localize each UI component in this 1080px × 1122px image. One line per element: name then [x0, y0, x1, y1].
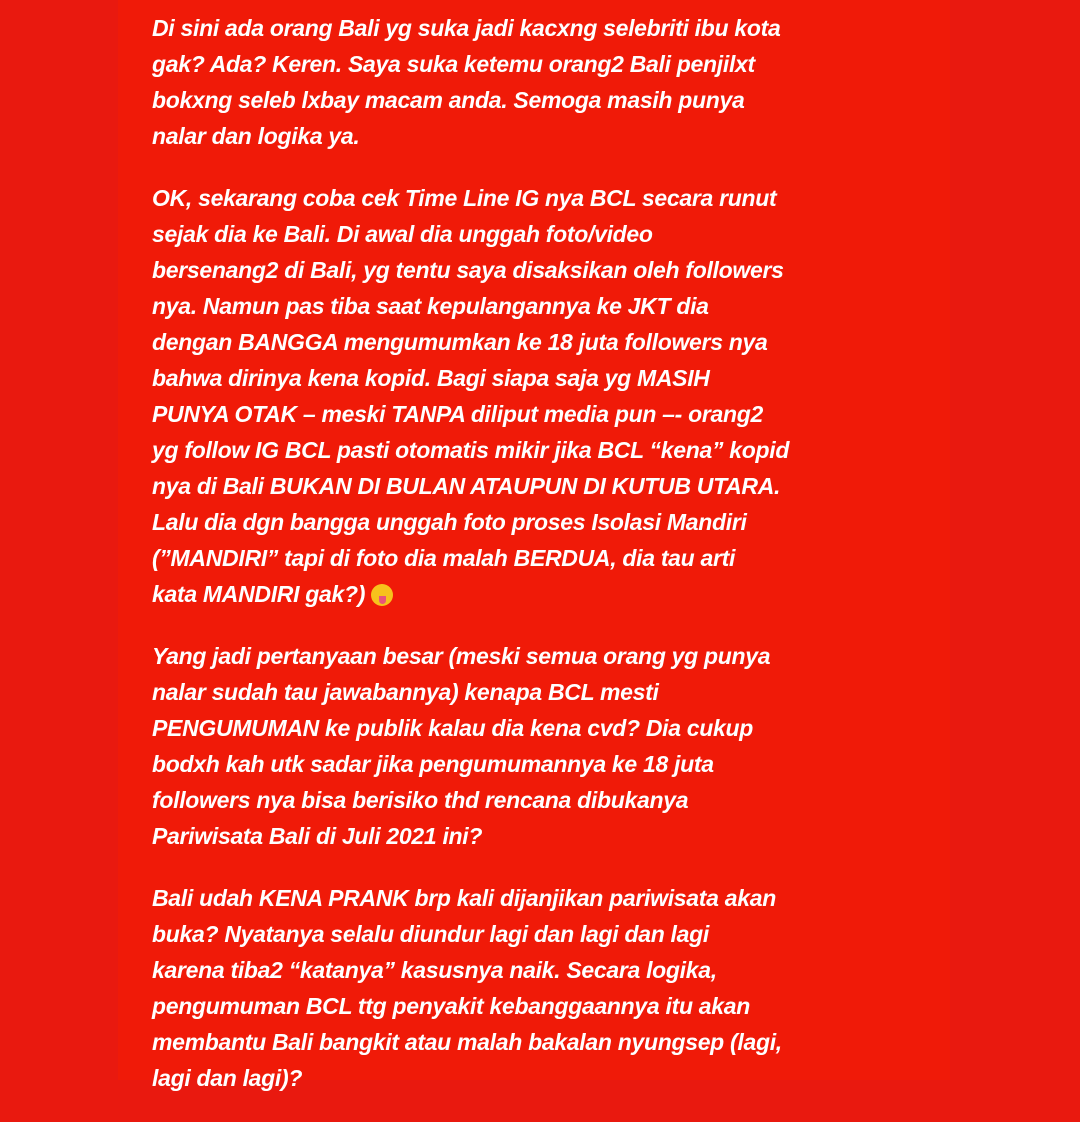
- text-line-content: Di sini ada orang Bali yg suka jadi kacxng selebriti ibu kota: [152, 15, 781, 41]
- text-line-content: Yang jadi pertanyaan besar (meski semua orang yg punya: [152, 643, 771, 669]
- text-line-content: PENGUMUMAN ke publik kalau dia kena cvd? Dia cukup: [152, 715, 754, 741]
- text-line-content: nalar dan logika ya.: [152, 123, 360, 149]
- text-line: [152, 880, 952, 916]
- text-line-content: pengumuman BCL ttg penyakit kebanggaannya itu akan: [152, 993, 751, 1019]
- paragraph: [152, 180, 952, 612]
- tongue-face-emoji-icon: [371, 584, 393, 606]
- text-line: [152, 288, 952, 324]
- text-line: [152, 540, 952, 576]
- text-line-content: followers nya bisa berisiko thd rencana dibukanya: [152, 787, 689, 813]
- post-text: [152, 10, 952, 1122]
- text-line-content: nya. Namun pas tiba saat kepulangannya ke JKT dia: [152, 293, 709, 319]
- text-line-content: karena tiba2 “katanya” kasusnya naik. Secara logika,: [152, 957, 717, 983]
- text-line: [152, 324, 952, 360]
- paragraph: [152, 880, 952, 1096]
- text-line: [152, 252, 952, 288]
- text-line: [152, 118, 952, 154]
- text-line-content: buka? Nyatanya selalu diundur lagi dan lagi dan lagi: [152, 921, 709, 947]
- text-line: [152, 952, 952, 988]
- text-line: [152, 360, 952, 396]
- text-line-content: sejak dia ke Bali. Di awal dia unggah foto/video: [152, 221, 653, 247]
- text-line: [152, 674, 952, 710]
- text-line-content: gak? Ada? Keren. Saya suka ketemu orang2 Bali penjilxt: [152, 51, 755, 77]
- text-line: [152, 504, 952, 540]
- text-line: [152, 576, 952, 612]
- text-line: [152, 46, 952, 82]
- text-line-content: PUNYA OTAK – meski TANPA diliput media pun –- orang2: [152, 401, 764, 427]
- text-line: [152, 180, 952, 216]
- text-line-content: bodxh kah utk sadar jika pengumumannya ke 18 juta: [152, 751, 714, 777]
- text-line-content: Bali udah KENA PRANK brp kali dijanjikan pariwisata akan: [152, 885, 776, 911]
- text-line-content: membantu Bali bangkit atau malah bakalan nyungsep (lagi,: [152, 1029, 782, 1055]
- text-line: [152, 638, 952, 674]
- text-line-content: Lalu dia dgn bangga unggah foto proses Isolasi Mandiri: [152, 509, 747, 535]
- text-line-content: dengan BANGGA mengumumkan ke 18 juta followers nya: [152, 329, 768, 355]
- text-line-content: OK, sekarang coba cek Time Line IG nya BCL secara runut: [152, 185, 777, 211]
- text-line: [152, 10, 952, 46]
- text-line: [152, 916, 952, 952]
- text-line: [152, 432, 952, 468]
- text-line: [152, 782, 952, 818]
- paragraph: [152, 638, 952, 854]
- text-line: [152, 1060, 952, 1096]
- text-line-content: bahwa dirinya kena kopid. Bagi siapa saja yg MASIH: [152, 365, 710, 391]
- text-line: [152, 988, 952, 1024]
- text-line-content: bokxng seleb lxbay macam anda. Semoga masih punya: [152, 87, 745, 113]
- text-line-content: nya di Bali BUKAN DI BULAN ATAUPUN DI KUTUB UTARA.: [152, 473, 781, 499]
- text-line: [152, 710, 952, 746]
- text-line-content: bersenang2 di Bali, yg tentu saya disaksikan oleh followers: [152, 257, 784, 283]
- text-line: [152, 468, 952, 504]
- text-line: [152, 746, 952, 782]
- text-line-content: (”MANDIRI” tapi di foto dia malah BERDUA, dia tau arti: [152, 545, 736, 571]
- text-line-content: yg follow IG BCL pasti otomatis mikir jika BCL “kena” kopid: [152, 437, 790, 463]
- text-line: [152, 818, 952, 854]
- text-line-content: nalar sudah tau jawabannya) kenapa BCL mesti: [152, 679, 659, 705]
- text-line-content: Pariwisata Bali di Juli 2021 ini?: [152, 823, 483, 849]
- text-line-content: lagi dan lagi)?: [152, 1065, 303, 1091]
- text-line: [152, 216, 952, 252]
- text-line: [152, 1024, 952, 1060]
- text-line: [152, 396, 952, 432]
- text-line: [152, 82, 952, 118]
- text-line-content: kata MANDIRI gak?): [152, 581, 366, 607]
- paragraph: [152, 10, 952, 154]
